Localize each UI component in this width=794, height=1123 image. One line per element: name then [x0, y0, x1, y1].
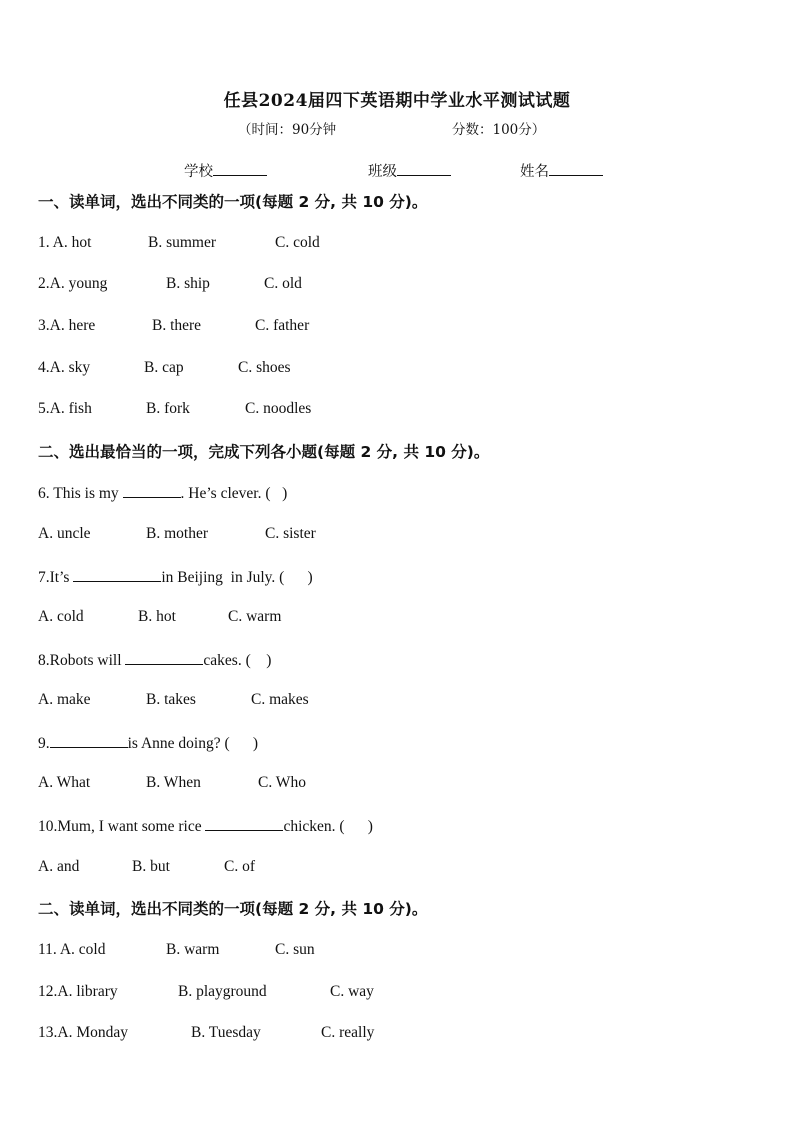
question-stem	[38, 567, 313, 587]
option-a: A. cold	[38, 608, 84, 625]
answer-blank	[123, 483, 181, 498]
answer-blank	[50, 733, 128, 748]
page-title: 任县2024届四下英语期中学业水平测试试题	[223, 91, 571, 111]
option-b: B. there	[152, 317, 202, 334]
name-field	[520, 160, 603, 181]
class-field	[368, 160, 451, 181]
stem-start: 6. This is my	[38, 485, 119, 502]
option-c: C. noodles	[245, 400, 312, 417]
school-field	[184, 160, 267, 181]
option-b: B. When	[146, 774, 201, 791]
option-a: A. What	[38, 774, 91, 791]
option-b: B. Tuesday	[191, 1024, 261, 1041]
section-heading: 二、读单词，选出不同类的一项(每题 2 分, 共 10 分)。	[38, 900, 428, 918]
answer-blank	[125, 650, 203, 665]
option-b: B. hot	[138, 608, 176, 625]
stem-end: . He’s clever. ( )	[180, 485, 288, 502]
option-b: B. playground	[178, 983, 267, 1000]
school-blank	[213, 161, 267, 176]
section-heading: 一、读单词，选出不同类的一项(每题 2 分, 共 10 分)。	[38, 193, 428, 211]
option-c: C. of	[224, 858, 255, 875]
question-stem	[38, 816, 373, 836]
stem-start: 8.Robots will	[38, 652, 122, 669]
stem-end: is Anne doing? ( )	[127, 735, 259, 752]
option-c: C. warm	[228, 608, 282, 625]
stem-end: cakes. ( )	[203, 652, 272, 669]
option-b: B. summer	[148, 234, 217, 251]
question-stem	[38, 650, 271, 670]
option-c: C. really	[321, 1024, 375, 1041]
answer-blank	[73, 567, 161, 582]
option-a: 13.A. Monday	[38, 1024, 128, 1041]
option-a: A. make	[38, 691, 91, 708]
option-b: B. fork	[146, 400, 190, 417]
exam-score: 分数：100分）	[452, 122, 546, 138]
option-a: 3.A. here	[38, 317, 96, 334]
stem-end: in Beijing in July. ( )	[161, 569, 313, 586]
option-b: B. warm	[166, 941, 220, 958]
question-stem	[38, 483, 287, 503]
option-a: 1. A. hot	[38, 234, 92, 251]
option-a: A. and	[38, 858, 80, 875]
option-c: C. cold	[275, 234, 320, 251]
option-b: B. takes	[146, 691, 196, 708]
option-b: B. but	[132, 858, 170, 875]
answer-blank	[205, 816, 283, 831]
option-c: C. shoes	[238, 359, 291, 376]
section-heading: 二、选出最恰当的一项，完成下列各小题(每题 2 分, 共 10 分)。	[38, 443, 490, 461]
stem-start: 9.	[38, 735, 50, 752]
class-blank	[397, 161, 451, 176]
option-c: C. Who	[258, 774, 306, 791]
option-a: 2.A. young	[38, 275, 108, 292]
exam-time: （时间：90分钟	[238, 122, 337, 138]
option-c: C. old	[264, 275, 302, 292]
name-blank	[549, 161, 603, 176]
option-c: C. sister	[265, 525, 316, 542]
option-a: 11. A. cold	[38, 941, 106, 958]
class-label: 班级	[368, 164, 397, 180]
option-a: 12.A. library	[38, 983, 118, 1000]
option-c: C. father	[255, 317, 310, 334]
option-b: B. cap	[144, 359, 184, 376]
stem-start: 7.It’s	[38, 569, 70, 586]
option-b: B. mother	[146, 525, 208, 542]
stem-start: 10.Mum, I want some rice	[38, 818, 202, 835]
option-a: A. uncle	[38, 525, 91, 542]
option-a: 5.A. fish	[38, 400, 92, 417]
question-stem	[38, 733, 258, 753]
school-label: 学校	[184, 164, 213, 180]
option-b: B. ship	[166, 275, 210, 292]
option-a: 4.A. sky	[38, 359, 91, 376]
option-c: C. way	[330, 983, 374, 1000]
name-label: 姓名	[520, 164, 549, 180]
option-c: C. sun	[275, 941, 315, 958]
option-c: C. makes	[251, 691, 309, 708]
stem-end: chicken. ( )	[283, 818, 373, 835]
